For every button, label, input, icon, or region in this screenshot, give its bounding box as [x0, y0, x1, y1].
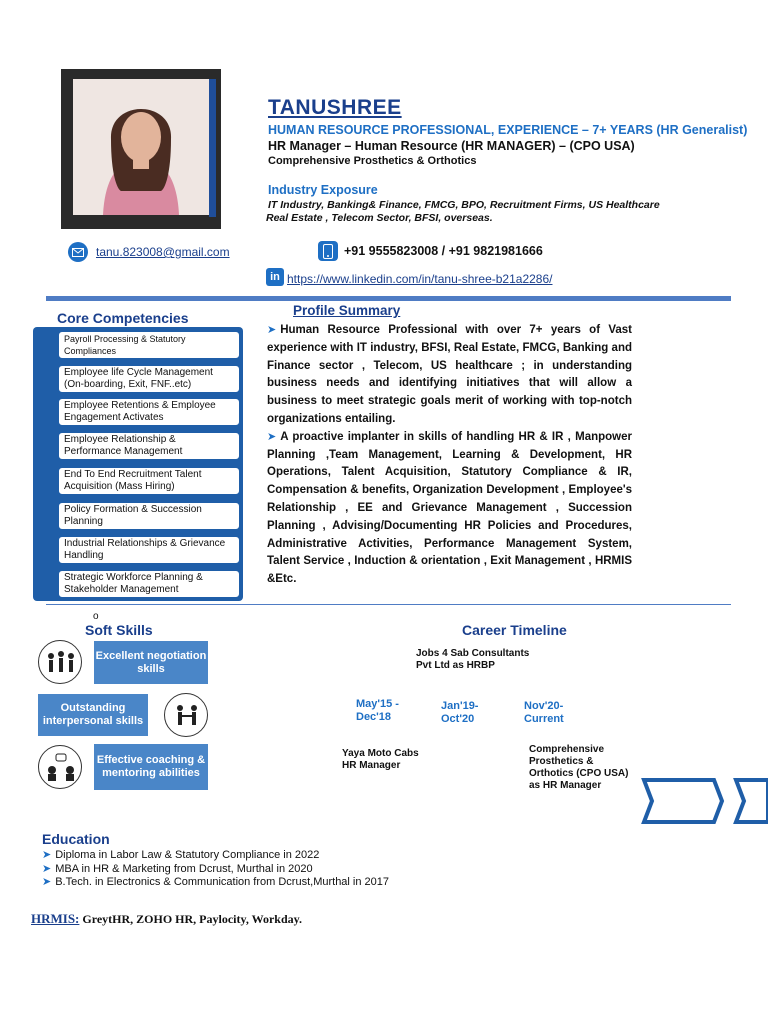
education-item: [42, 875, 389, 888]
competency-item: Payroll Processing & Statutory Compliances: [58, 331, 240, 359]
handshake-people-icon: [164, 693, 208, 737]
education-item-text: MBA in HR & Marketing from Dcrust, Murthal in 2020: [55, 863, 313, 875]
timeline-job-cpo: Comprehensive Prosthetics & Orthotics (CPO USA) as HR Manager: [529, 744, 629, 791]
profile-paragraph-text: Human Resource Professional with over 7+ years of Vast experience with IT industry, BFSI, Real Estate, FMCG, Banking and Finance sector , Telecom, US healthcare ; in understanding business needs and identifying initiatives that will allow a business to meet strategic goals merit of working with top-notch organizations entailing.: [267, 324, 632, 425]
soft-skill-box: Excellent negotiation skills: [94, 641, 208, 684]
industry-line-1: IT Industry, Banking& Finance, FMCG, BPO, Recruitment Firms, US Healthcare: [268, 199, 660, 211]
competency-item: Strategic Workforce Planning & Stakeholder Management: [58, 570, 240, 598]
email-link[interactable]: tanu.823008@gmail.com: [96, 245, 230, 259]
arrow-bullet-icon: ➤: [267, 430, 277, 443]
timeline-job-jobs4sab: Jobs 4 Sab Consultants Pvt Ltd as HRBP: [416, 648, 530, 671]
linkedin-link[interactable]: https://www.linkedin.com/in/tanu-shree-b21a2286/: [287, 272, 553, 286]
profile-paragraph: [267, 322, 632, 429]
candidate-name: TANUSHREE: [268, 96, 402, 119]
career-timeline-title: Career Timeline: [462, 622, 567, 638]
current-role: HR Manager – Human Resource (HR MANAGER) – (CPO USA): [268, 139, 635, 153]
hrmis-line: [31, 911, 302, 927]
education-item-text: B.Tech. in Electronics & Communication from Dcrust,Murthal in 2017: [55, 876, 390, 888]
arrow-bullet-icon: ➤: [42, 863, 52, 875]
list-marker: o: [93, 611, 99, 622]
industry-line-2: Real Estate , Telecom Sector, BFSI, overseas.: [266, 212, 493, 224]
soft-skills-title: Soft Skills: [85, 622, 153, 638]
soft-skill-box: Effective coaching & mentoring abilities: [94, 744, 208, 790]
profile-summary-title: Profile Summary: [293, 303, 401, 318]
profile-photo-frame: [61, 69, 221, 229]
hrmis-value: GreytHR, ZOHO HR, Paylocity, Workday.: [82, 912, 302, 926]
competency-item: Employee Retentions & Employee Engagement Activates: [58, 398, 240, 426]
arrow-bullet-icon: ➤: [42, 876, 52, 888]
mobile-phone-icon: [318, 241, 338, 261]
profile-photo: [73, 79, 209, 215]
arrow-bullet-icon: ➤: [42, 849, 52, 861]
section-divider: [46, 604, 731, 605]
linkedin-icon: in: [266, 268, 284, 286]
education-item: [42, 848, 319, 861]
education-item: [42, 862, 313, 875]
timeline-job-yaya: Yaya Moto Cabs HR Manager: [342, 748, 419, 771]
timeline-arrows: [638, 778, 768, 824]
profile-paragraph: [267, 429, 632, 589]
phone-numbers: +91 9555823008 / +91 9821981666: [344, 244, 543, 258]
competency-item: Industrial Relationships & Grievance Handling: [58, 536, 240, 564]
envelope-icon: [68, 242, 88, 262]
current-company: Comprehensive Prosthetics & Orthotics: [268, 155, 477, 167]
coaching-people-icon: [38, 745, 82, 789]
industry-exposure-title: Industry Exposure: [268, 183, 378, 197]
timeline-date-1: May'15 - Dec'18: [356, 698, 399, 723]
competency-item: Policy Formation & Succession Planning: [58, 502, 240, 530]
education-title: Education: [42, 831, 110, 847]
competency-item: Employee Relationship & Performance Management: [58, 432, 240, 460]
hrmis-label: HRMIS:: [31, 911, 80, 926]
timeline-date-2: Jan'19- Oct'20: [441, 700, 479, 725]
timeline-date-3: Nov'20- Current: [524, 700, 564, 725]
education-item-text: Diploma in Labor Law & Statutory Compliance in 2022: [55, 849, 320, 861]
team-people-icon: [38, 640, 82, 684]
competency-item: Employee life Cycle Management (On-boarding, Exit, FNF..etc): [58, 365, 240, 393]
soft-skill-box: Outstanding interpersonal skills: [38, 694, 148, 736]
profile-summary-body: [267, 322, 632, 589]
core-competencies-title: Core Competencies: [57, 310, 189, 326]
competency-item: End To End Recruitment Talent Acquisition (Mass Hiring): [58, 467, 240, 495]
headline: HUMAN RESOURCE PROFESSIONAL, EXPERIENCE – 7+ YEARS (HR Generalist): [268, 123, 748, 137]
profile-paragraph-text: A proactive implanter in skills of handling HR & IR , Manpower Planning ,Team Management, Learning & Development, HR Operations, Talent Acquisition, Statutory Compliance & IR, Compensation & benefits, Organization Development , Employee's Relationship , EE and Grievance Management , Succession Planning , Advising/Documenting HR Policies and Procedures, Administrative Activities, Performance Management System, Talent Service , Induction & orientation , Exit Management , HRMIS &Etc.: [267, 430, 632, 586]
header-divider: [46, 296, 731, 301]
photo-accent-bar: [209, 79, 216, 217]
arrow-bullet-icon: ➤: [267, 324, 277, 336]
